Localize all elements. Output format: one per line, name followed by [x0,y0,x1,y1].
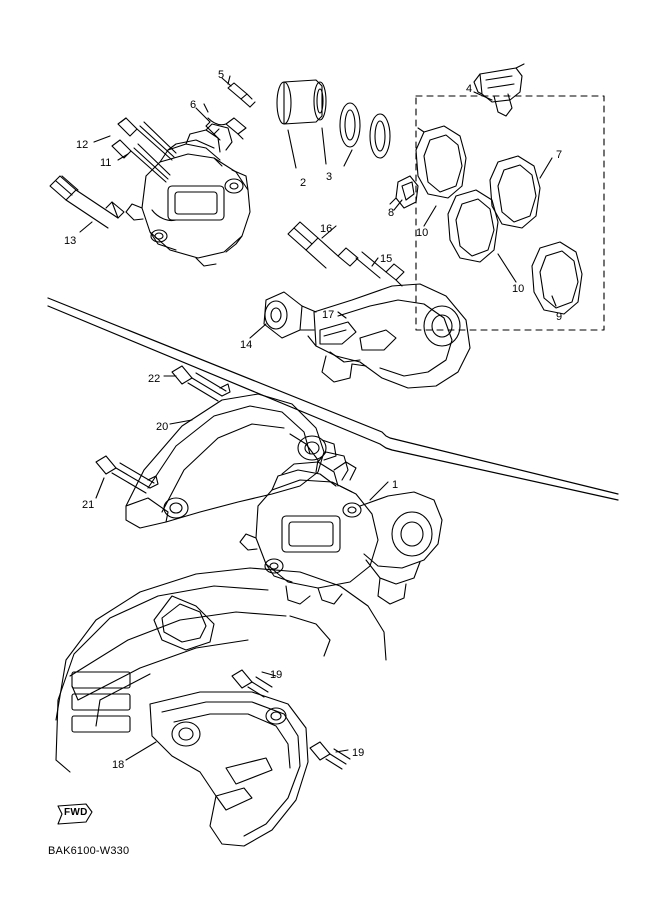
callout-12: 12 [76,139,89,151]
callout-8: 8 [388,207,395,219]
part-3-seals [340,103,390,158]
part-20-bracket [126,394,336,528]
caliper-body-upper [126,124,250,266]
callout-20: 20 [156,421,169,433]
part-12-bolt [118,118,176,160]
callout-16: 16 [320,223,333,235]
part-22-bolt [172,366,230,401]
part-10-brake-pad-b [448,190,498,262]
part-19-bolt-b [310,742,350,769]
callout-14: 14 [240,339,253,351]
callout-9: 9 [556,311,563,323]
callout-19-a: 19 [270,669,283,681]
part-18-disc-guard [150,692,308,846]
part-10-brake-pad-a [416,126,466,198]
part-2-piston [277,80,326,124]
part-7-pad [490,156,540,228]
callout-2: 2 [300,177,307,189]
diagram-part-number: BAK6100-W330 [48,845,130,857]
caliper-bracket-upper [308,284,470,388]
part-1-caliper-assembly [240,452,378,604]
callout-19-b: 19 [352,747,365,759]
callout-17: 17 [322,309,335,321]
callout-6: 6 [190,99,197,111]
callout-3: 3 [326,171,333,183]
callout-10-b: 10 [512,283,525,295]
callout-21: 21 [82,499,95,511]
callout-11: 11 [100,157,112,169]
part-9-pad [532,242,582,314]
part-4-pad-spring [474,64,524,116]
callout-18: 18 [112,759,125,771]
part-8-shim [390,176,418,208]
part-14-bushing [264,292,316,338]
section-divider [48,298,618,500]
part-6-union-bolt [196,108,246,140]
callout-13: 13 [64,235,77,247]
swingarm-outline [56,568,386,772]
callout-5: 5 [218,69,225,81]
callout-22: 22 [148,373,161,385]
part-13-pin [50,176,124,228]
callout-7: 7 [556,149,563,161]
callout-1: 1 [392,479,399,491]
callout-15: 15 [380,253,393,265]
part-5-bolt [222,78,255,107]
callout-4: 4 [466,83,473,95]
callout-10-a: 10 [416,227,429,239]
fwd-direction-badge [55,803,93,823]
part-19-bolt-a [232,670,272,697]
caliper-carrier-lower [360,492,442,604]
fwd-badge-label: FWD [64,807,88,818]
